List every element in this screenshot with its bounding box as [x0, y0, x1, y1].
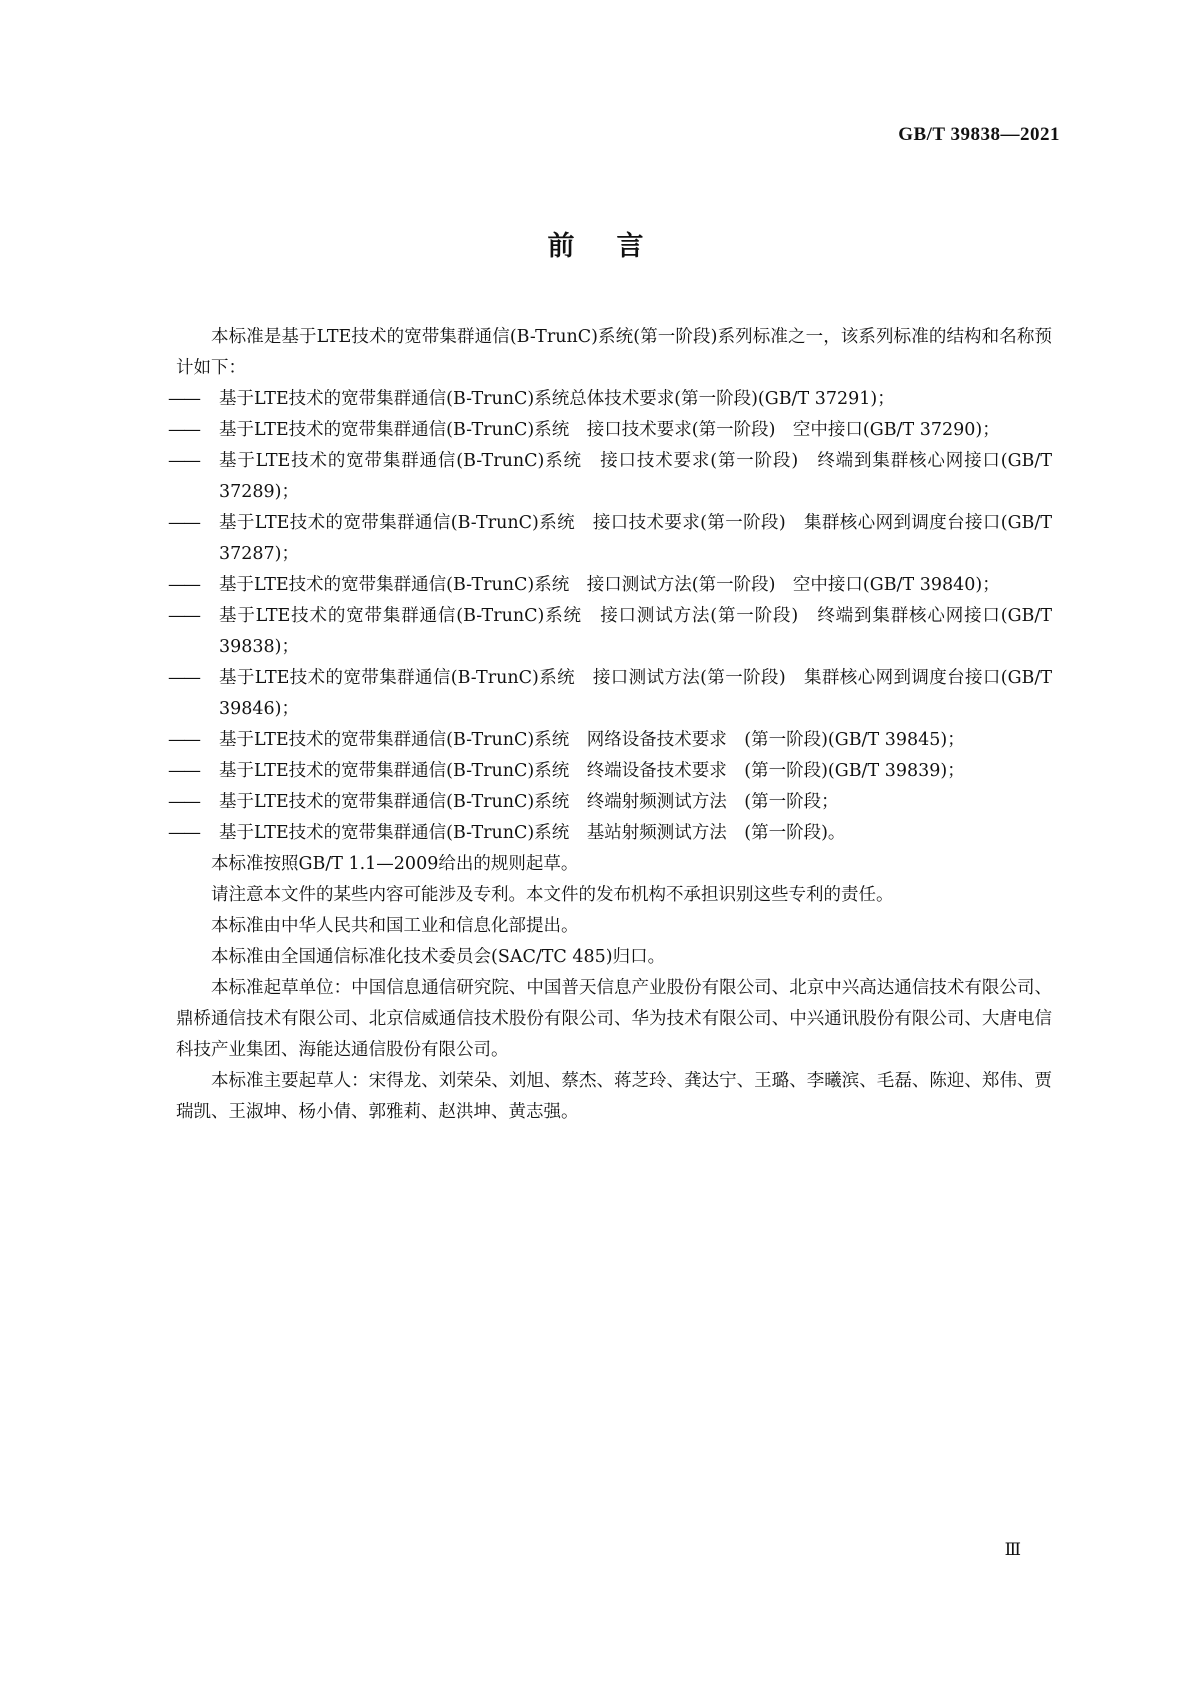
intro-paragraph: 本标准是基于LTE技术的宽带集群通信(B-TrunC)系统(第一阶段)系列标准之一，该系列标准的结构和名称预计如下：: [176, 327, 1052, 378]
list-item-text: 基于LTE技术的宽带集群通信(B-TrunC)系统 接口技术要求(第一阶段) 集群核心网到调度台接口(GB/T 37287)；: [219, 513, 1052, 564]
list-item: [168, 446, 1052, 508]
committee-paragraph: 本标准由全国通信标准化技术委员会(SAC/TC 485)归口。: [211, 947, 666, 967]
foreword-body: [168, 322, 1052, 1128]
list-item-text: 基于LTE技术的宽带集群通信(B-TrunC)系统 网络设备技术要求 (第一阶段)(GB/T 39845)；: [219, 730, 965, 750]
list-item-text: 基于LTE技术的宽带集群通信(B-TrunC)系统 接口测试方法(第一阶段) 终端到集群核心网接口(GB/T 39838)；: [219, 606, 1052, 657]
list-item: [168, 384, 1052, 415]
list-item: [168, 756, 1052, 787]
list-item: [168, 508, 1052, 570]
drafting-rules-paragraph: 本标准按照GB/T 1.1—2009给出的规则起草。: [211, 854, 579, 874]
list-item-text: 基于LTE技术的宽带集群通信(B-TrunC)系统 接口技术要求(第一阶段) 终端到集群核心网接口(GB/T 37289)；: [219, 451, 1052, 502]
series-list: [168, 384, 1052, 849]
list-item-text: 基于LTE技术的宽带集群通信(B-TrunC)系统总体技术要求(第一阶段)(GB/T 37291)；: [219, 389, 895, 409]
list-dash: ——: [168, 606, 199, 626]
list-dash: ——: [168, 668, 199, 688]
list-item-text: 基于LTE技术的宽带集群通信(B-TrunC)系统 接口测试方法(第一阶段) 集群核心网到调度台接口(GB/T 39846)；: [219, 668, 1052, 719]
drafters-paragraph: 本标准主要起草人：宋得龙、刘荣朵、刘旭、蔡杰、蒋芝玲、龚达宁、王璐、李曦滨、毛磊、陈迎、郑伟、贾瑞凯、王淑坤、杨小倩、郭雅莉、赵洪坤、黄志强。: [176, 1071, 1052, 1122]
list-item: [168, 663, 1052, 725]
list-dash: ——: [168, 513, 199, 533]
list-item: [168, 725, 1052, 756]
list-item-text: 基于LTE技术的宽带集群通信(B-TrunC)系统 终端设备技术要求 (第一阶段)(GB/T 39839)；: [219, 761, 965, 781]
list-dash: ——: [168, 823, 199, 843]
list-item: [168, 415, 1052, 446]
list-dash: ——: [168, 792, 199, 812]
standard-number: GB/T 39838—2021: [898, 124, 1060, 145]
list-dash: ——: [168, 575, 199, 595]
drafting-units-paragraph: 本标准起草单位：中国信息通信研究院、中国普天信息产业股份有限公司、北京中兴高达通信技术有限公司、鼎桥通信技术有限公司、北京信威通信技术股份有限公司、华为技术有限公司、中兴通讯股份有限公司、大唐电信科技产业集团、海能达通信股份有限公司。: [176, 978, 1052, 1060]
list-item: [168, 601, 1052, 663]
proposer-paragraph: 本标准由中华人民共和国工业和信息化部提出。: [211, 916, 579, 936]
list-dash: ——: [168, 761, 199, 781]
list-dash: ——: [168, 389, 199, 409]
list-item-text: 基于LTE技术的宽带集群通信(B-TrunC)系统 基站射频测试方法 (第一阶段)。: [219, 823, 846, 843]
list-item-text: 基于LTE技术的宽带集群通信(B-TrunC)系统 终端射频测试方法 (第一阶段；: [219, 792, 839, 812]
page-title: 前言: [547, 231, 686, 262]
patent-notice-paragraph: 请注意本文件的某些内容可能涉及专利。本文件的发布机构不承担识别这些专利的责任。: [211, 885, 894, 905]
list-item: [168, 787, 1052, 818]
list-dash: ——: [168, 420, 199, 440]
list-item-text: 基于LTE技术的宽带集群通信(B-TrunC)系统 接口技术要求(第一阶段) 空中接口(GB/T 37290)；: [219, 420, 1000, 440]
page-number: Ⅲ: [1004, 1540, 1021, 1559]
list-item: [168, 818, 1052, 849]
list-item-text: 基于LTE技术的宽带集群通信(B-TrunC)系统 接口测试方法(第一阶段) 空中接口(GB/T 39840)；: [219, 575, 1000, 595]
list-dash: ——: [168, 451, 199, 471]
list-dash: ——: [168, 730, 199, 750]
list-item: [168, 570, 1052, 601]
